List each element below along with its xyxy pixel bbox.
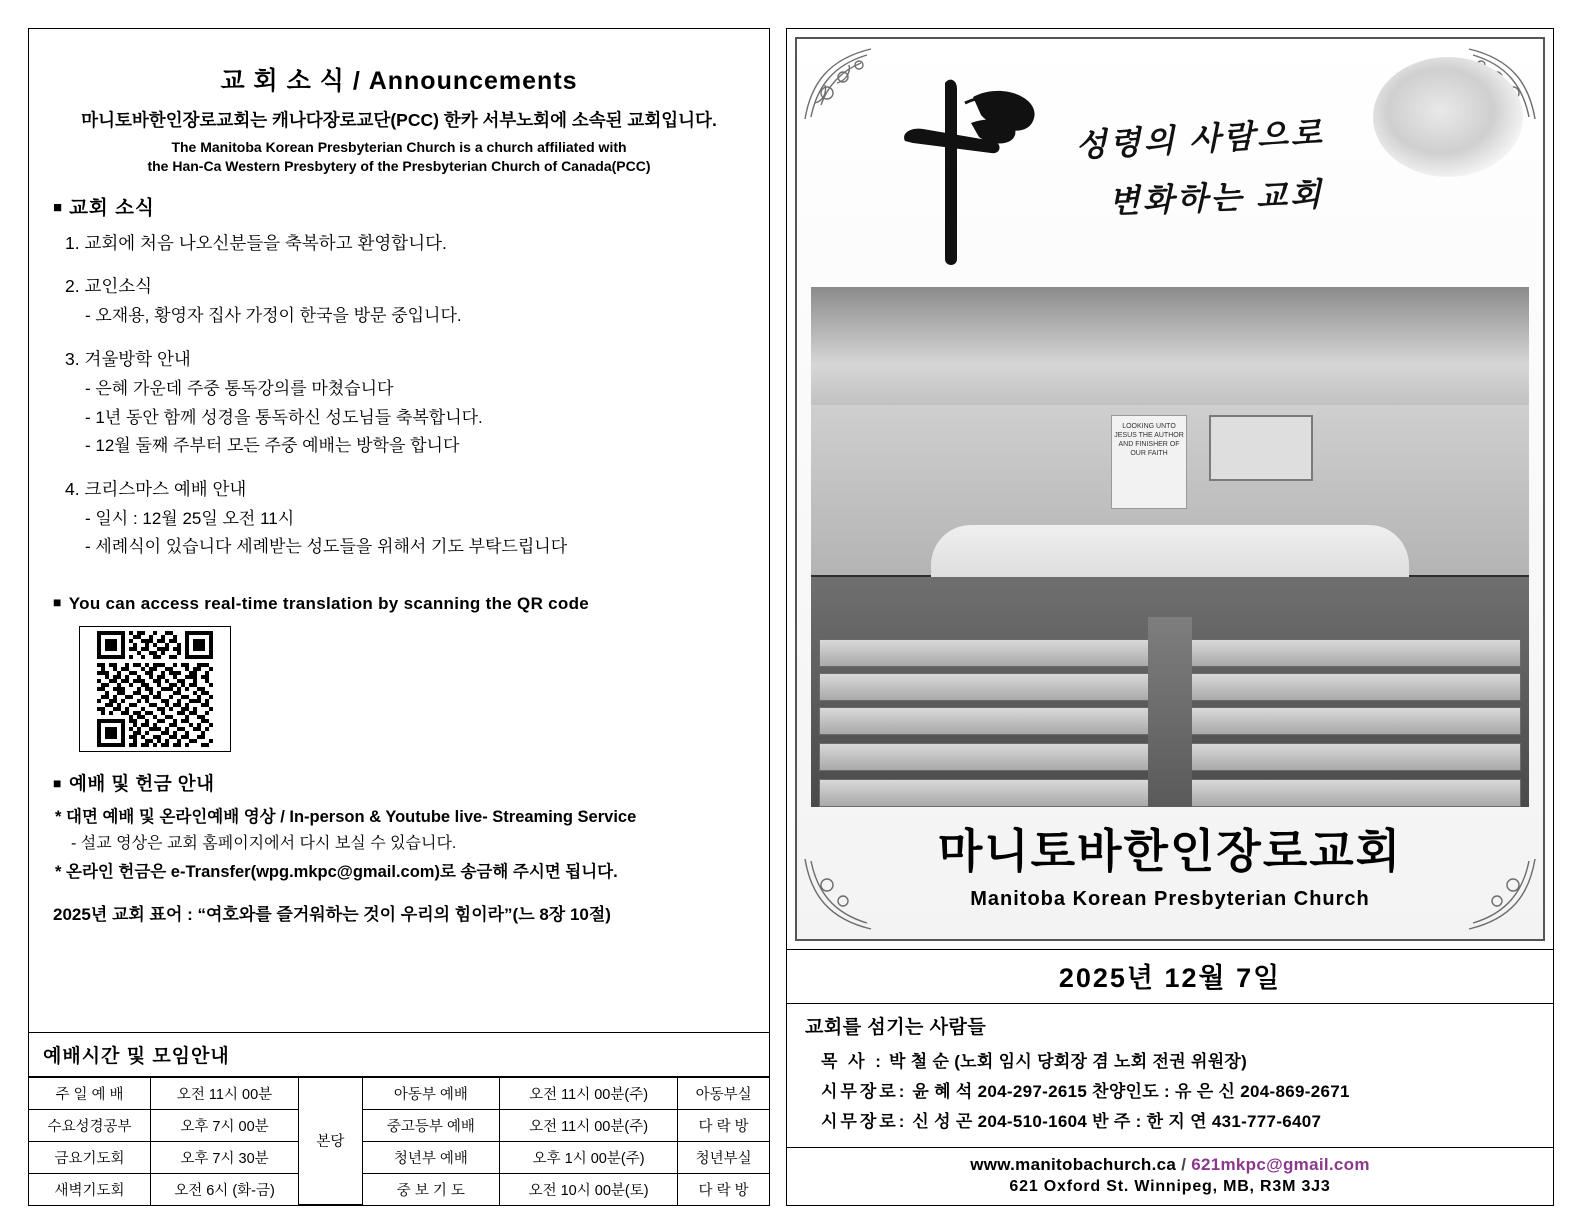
qr-heading-label: You can access real-time translation by scanning the QR code xyxy=(68,593,590,613)
qr-heading xyxy=(53,594,747,614)
year-motto: 2025년 교회 표어 : “여호와를 즐거워하는 것이 우리의 힘이라”(느 8장 10절) xyxy=(53,904,611,924)
announcements-panel xyxy=(28,28,770,1206)
section-news-heading xyxy=(53,192,747,220)
staff-row xyxy=(821,1107,1539,1132)
square-bullet-icon: ■ xyxy=(53,593,62,610)
schedule-hall: 본당 xyxy=(299,1077,363,1205)
square-bullet-icon: ■ xyxy=(53,774,62,791)
footer-links xyxy=(787,1155,1553,1175)
worship-streaming-line: * 대면 예배 및 온라인예배 영상 / In-person & Youtube live- Streaming Service xyxy=(55,807,637,826)
qr-code-icon xyxy=(84,631,226,747)
affiliation-english-line2: the Han-Ca Western Presbytery of the Presbyterian Church of Canada(PCC) xyxy=(147,157,651,174)
schedule-time: 오전 6시 (화-금) xyxy=(151,1173,299,1205)
cross-logo xyxy=(853,63,1073,273)
bulletin-date: 2025년 12월 7일 xyxy=(786,950,1554,1004)
schedule-time2: 오전 10시 00분(토) xyxy=(499,1173,677,1205)
news-subitem: - 은혜 가운데 주중 통독강의를 마쳤습니다 xyxy=(85,379,394,399)
staff-value: 박 철 순 (노회 임시 당회장 겸 노회 전권 위원장) xyxy=(888,1052,1248,1071)
staff-value: 신 성 곤 204-510-1604 반 주 : 한 지 연 431-777-6407 xyxy=(912,1112,1322,1131)
announcements-title: 교 회 소 식 / Announcements xyxy=(220,67,578,95)
news-subitem: - 오재용, 황영자 집사 가정이 한국을 방문 중입니다. xyxy=(85,306,462,326)
square-bullet-icon: ■ xyxy=(53,198,64,216)
staff-value: 윤 혜 석 204-297-2615 찬양인도 : 유 은 신 204-869-2671 xyxy=(912,1082,1350,1101)
schedule-name2: 청년부 예배 xyxy=(362,1141,499,1173)
worship-offering-label: 예배 및 헌금 안내 xyxy=(68,772,215,794)
worship-offering-heading xyxy=(53,770,747,796)
worship-streaming-subline: - 설교 영상은 교회 홈페이지에서 다시 보실 수 있습니다. xyxy=(71,834,457,852)
schedule-room: 다 락 방 xyxy=(678,1109,769,1141)
scripture-banner: LOOKING UNTO JESUS THE AUTHOR AND FINISHER OF OUR FAITH xyxy=(1111,415,1187,509)
affiliation-korean: 마니토바한인장로교회는 캐나다장로교단(PCC) 한카 서부노회에 소속된 교회입니다. xyxy=(81,110,717,130)
schedule-time2: 오전 11시 00분(주) xyxy=(499,1077,677,1109)
schedule-time: 오전 11시 00분 xyxy=(151,1077,299,1109)
footer-contact xyxy=(786,1148,1554,1206)
affiliation-english-line1: The Manitoba Korean Presbyterian Church is a church affiliated with xyxy=(171,139,627,155)
schedule-time: 오후 7시 00분 xyxy=(151,1109,299,1141)
church-name-english: Manitoba Korean Presbyterian Church xyxy=(970,888,1370,910)
news-item: 1. 교회에 처음 나오신분들을 축복하고 환영합니다. xyxy=(65,232,447,253)
news-item: 3. 겨울방학 안내 xyxy=(65,348,191,369)
cover-inner xyxy=(795,37,1545,941)
cover-panel xyxy=(786,28,1554,1206)
schedule-name: 주 일 예 배 xyxy=(29,1077,151,1109)
schedule-name: 새벽기도회 xyxy=(29,1173,151,1205)
staff-row xyxy=(821,1047,1539,1072)
staff-section xyxy=(786,1004,1554,1148)
news-subitem: - 세례식이 있습니다 세례받는 성도들을 위해서 기도 부탁드립니다 xyxy=(85,537,568,557)
news-item: 2. 교인소식 xyxy=(65,276,153,297)
schedule-room: 아동부실 xyxy=(678,1077,769,1109)
email-link[interactable]: 621mkpc@gmail.com xyxy=(1191,1155,1370,1174)
schedule-name: 금요기도회 xyxy=(29,1141,151,1173)
staff-role-label: 목 사 : xyxy=(821,1052,884,1071)
news-subitem: - 12월 둘째 주부터 모든 주중 예배는 방학을 합니다 xyxy=(85,436,460,456)
staff-row xyxy=(821,1077,1539,1102)
cover-slogan-line2: 변화하는 교회 xyxy=(1108,175,1325,220)
cover-frame xyxy=(786,28,1554,950)
table-row xyxy=(29,1077,769,1109)
schedule-room: 청년부실 xyxy=(678,1141,769,1173)
staff-title: 교회를 섬기는 사람들 xyxy=(805,1017,987,1038)
schedule-section xyxy=(29,1032,769,1206)
schedule-name: 수요성경공부 xyxy=(29,1109,151,1141)
center-aisle xyxy=(1148,617,1192,807)
schedule-name2: 아동부 예배 xyxy=(362,1077,499,1109)
schedule-table xyxy=(29,1077,769,1206)
schedule-time2: 오전 11시 00분(주) xyxy=(499,1109,677,1141)
staff-role-label: 시무장로: xyxy=(821,1112,908,1131)
sanctuary-ceiling xyxy=(811,287,1529,417)
footer-separator: / xyxy=(1181,1155,1187,1174)
church-name-korean: 마니토바한인장로교회 xyxy=(937,825,1403,877)
schedule-name2: 중 보 기 도 xyxy=(362,1173,499,1205)
announcements-body xyxy=(29,29,769,1028)
news-item: 4. 크리스마스 예배 안내 xyxy=(65,478,247,499)
online-offering-line: * 온라인 헌금은 e-Transfer(wpg.mkpc@gmail.com)로 송금해 주시면 됩니다. xyxy=(55,862,618,881)
church-address: 621 Oxford St. Winnipeg, MB, R3M 3J3 xyxy=(1009,1178,1331,1195)
projector-screen xyxy=(1209,415,1313,481)
qr-code xyxy=(79,626,231,752)
table-row xyxy=(29,1141,769,1173)
sanctuary-photo xyxy=(811,287,1529,807)
affiliation-english xyxy=(51,138,747,176)
schedule-name2: 중고등부 예배 xyxy=(362,1109,499,1141)
website-link[interactable]: www.manitobachurch.ca xyxy=(970,1155,1177,1174)
schedule-room: 다 락 방 xyxy=(678,1173,769,1205)
news-subitem: - 1년 동안 함께 성경을 통독하신 성도님들 축복합니다. xyxy=(85,407,483,427)
news-subitem: - 일시 : 12월 25일 오전 11시 xyxy=(85,508,295,528)
section-news-label: 교회 소식 xyxy=(69,196,155,219)
staff-role-label: 시무장로: xyxy=(821,1082,908,1101)
schedule-title: 예배시간 및 모임안내 xyxy=(29,1033,769,1077)
table-row xyxy=(29,1109,769,1141)
cover-slogan xyxy=(1074,95,1480,237)
schedule-time2: 오후 1시 00분(주) xyxy=(499,1141,677,1173)
table-row xyxy=(29,1173,769,1205)
schedule-time: 오후 7시 30분 xyxy=(151,1141,299,1173)
cover-slogan-line1: 성령의 사람으로 xyxy=(1074,114,1326,164)
cross-icon xyxy=(853,63,1073,273)
